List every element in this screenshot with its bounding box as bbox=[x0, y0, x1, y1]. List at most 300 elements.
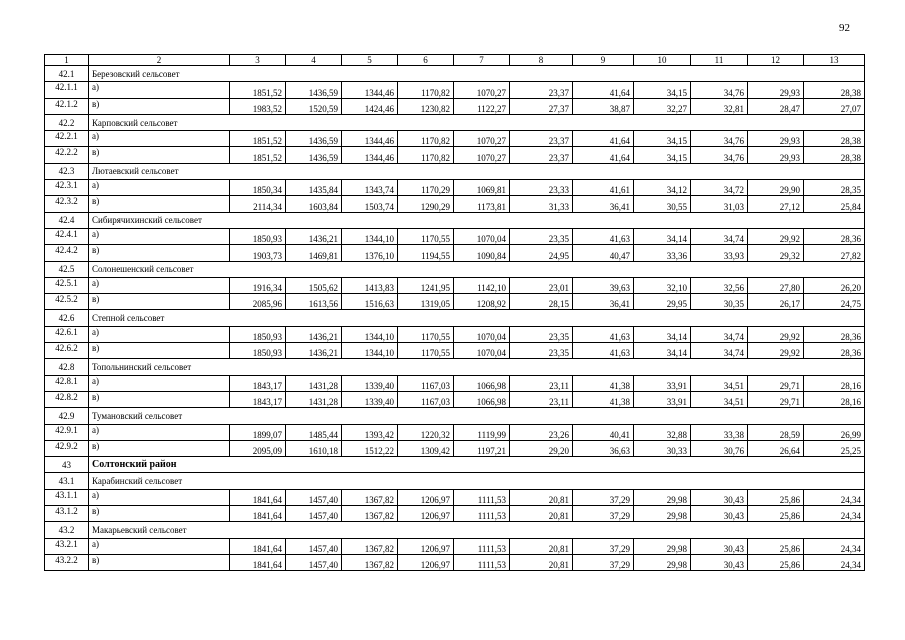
row-code: 42.1 bbox=[45, 66, 89, 82]
value-cell: 1436,21 bbox=[286, 343, 342, 359]
value-cell: 34,51 bbox=[691, 391, 748, 407]
value-cell: 28,16 bbox=[804, 375, 865, 391]
row-code: 42.8 bbox=[45, 359, 89, 375]
value-cell: 25,86 bbox=[748, 554, 804, 570]
page-number: 92 bbox=[839, 22, 850, 34]
value-cell: 26,64 bbox=[748, 440, 804, 456]
value-cell: 41,63 bbox=[573, 326, 634, 342]
value-cell: 1170,82 bbox=[398, 82, 454, 98]
value-cell: 1070,04 bbox=[454, 343, 510, 359]
value-cell: 1367,82 bbox=[342, 554, 398, 570]
value-cell: 1841,64 bbox=[230, 506, 286, 522]
table-row bbox=[45, 440, 865, 456]
value-cell: 23,11 bbox=[510, 391, 573, 407]
row-label: а) bbox=[89, 326, 230, 342]
row-code: 42.5.1 bbox=[45, 277, 89, 293]
table-row bbox=[45, 180, 865, 196]
value-cell: 1142,10 bbox=[454, 277, 510, 293]
column-number-header: 2 bbox=[89, 55, 230, 66]
column-number-header: 5 bbox=[342, 55, 398, 66]
value-cell: 41,63 bbox=[573, 228, 634, 244]
row-code: 43 bbox=[45, 457, 89, 473]
value-cell: 1206,97 bbox=[398, 489, 454, 505]
value-cell: 28,35 bbox=[804, 180, 865, 196]
value-cell: 28,59 bbox=[748, 424, 804, 440]
row-label: в) bbox=[89, 506, 230, 522]
value-cell: 1367,82 bbox=[342, 538, 398, 554]
value-cell: 25,86 bbox=[748, 489, 804, 505]
value-cell: 29,93 bbox=[748, 131, 804, 147]
value-cell: 1850,93 bbox=[230, 228, 286, 244]
value-cell: 34,15 bbox=[634, 131, 691, 147]
row-code: 42.4 bbox=[45, 212, 89, 228]
value-cell: 1851,52 bbox=[230, 82, 286, 98]
value-cell: 23,35 bbox=[510, 228, 573, 244]
value-cell: 1090,84 bbox=[454, 245, 510, 261]
section-row bbox=[45, 408, 865, 424]
row-label: в) bbox=[89, 196, 230, 212]
value-cell: 23,37 bbox=[510, 147, 573, 163]
row-label: а) bbox=[89, 131, 230, 147]
row-code: 42.9.2 bbox=[45, 440, 89, 456]
row-code: 42.3.1 bbox=[45, 180, 89, 196]
row-code: 42.4.2 bbox=[45, 245, 89, 261]
value-cell: 40,41 bbox=[573, 424, 634, 440]
value-cell: 23,33 bbox=[510, 180, 573, 196]
table-row bbox=[45, 196, 865, 212]
value-cell: 30,43 bbox=[691, 489, 748, 505]
value-cell: 1983,52 bbox=[230, 98, 286, 114]
value-cell: 1069,81 bbox=[454, 180, 510, 196]
value-cell: 1339,40 bbox=[342, 391, 398, 407]
row-code: 43.2.1 bbox=[45, 538, 89, 554]
value-cell: 25,86 bbox=[748, 538, 804, 554]
row-code: 42.1.1 bbox=[45, 82, 89, 98]
value-cell: 2095,09 bbox=[230, 440, 286, 456]
value-cell: 1344,46 bbox=[342, 82, 398, 98]
value-cell: 23,37 bbox=[510, 82, 573, 98]
row-label: а) bbox=[89, 180, 230, 196]
table-row bbox=[45, 147, 865, 163]
value-cell: 29,92 bbox=[748, 343, 804, 359]
value-cell: 1436,59 bbox=[286, 131, 342, 147]
value-cell: 33,91 bbox=[634, 375, 691, 391]
row-code: 42.5 bbox=[45, 261, 89, 277]
value-cell: 27,12 bbox=[748, 196, 804, 212]
value-cell: 1208,92 bbox=[454, 294, 510, 310]
value-cell: 32,88 bbox=[634, 424, 691, 440]
row-code: 42.6.2 bbox=[45, 343, 89, 359]
value-cell: 2085,96 bbox=[230, 294, 286, 310]
value-cell: 1111,53 bbox=[454, 538, 510, 554]
value-cell: 1122,27 bbox=[454, 98, 510, 114]
value-cell: 1435,84 bbox=[286, 180, 342, 196]
value-cell: 34,74 bbox=[691, 343, 748, 359]
value-cell: 28,38 bbox=[804, 147, 865, 163]
value-cell: 1206,97 bbox=[398, 538, 454, 554]
value-cell: 2114,34 bbox=[230, 196, 286, 212]
value-cell: 1613,56 bbox=[286, 294, 342, 310]
value-cell: 1843,17 bbox=[230, 375, 286, 391]
row-code: 42.2.1 bbox=[45, 131, 89, 147]
value-cell: 38,87 bbox=[573, 98, 634, 114]
value-cell: 31,33 bbox=[510, 196, 573, 212]
value-cell: 41,38 bbox=[573, 375, 634, 391]
value-cell: 1344,46 bbox=[342, 147, 398, 163]
table-row bbox=[45, 506, 865, 522]
column-number-header: 13 bbox=[804, 55, 865, 66]
value-cell: 27,80 bbox=[748, 277, 804, 293]
row-code: 42.3 bbox=[45, 163, 89, 179]
value-cell: 28,38 bbox=[804, 82, 865, 98]
value-cell: 34,12 bbox=[634, 180, 691, 196]
value-cell: 1424,46 bbox=[342, 98, 398, 114]
row-code: 42.3.2 bbox=[45, 196, 89, 212]
value-cell: 41,38 bbox=[573, 391, 634, 407]
row-label: а) bbox=[89, 538, 230, 554]
value-cell: 37,29 bbox=[573, 538, 634, 554]
column-number-header: 11 bbox=[691, 55, 748, 66]
value-cell: 29,98 bbox=[634, 554, 691, 570]
value-cell: 1436,21 bbox=[286, 326, 342, 342]
value-cell: 1505,62 bbox=[286, 277, 342, 293]
section-row bbox=[45, 212, 865, 228]
value-cell: 29,90 bbox=[748, 180, 804, 196]
section-title: Степной сельсовет bbox=[89, 310, 865, 326]
value-cell: 36,63 bbox=[573, 440, 634, 456]
value-cell: 1070,04 bbox=[454, 326, 510, 342]
column-number-row bbox=[45, 55, 865, 66]
value-cell: 27,82 bbox=[804, 245, 865, 261]
row-code: 42.5.2 bbox=[45, 294, 89, 310]
value-cell: 30,43 bbox=[691, 538, 748, 554]
value-cell: 34,14 bbox=[634, 228, 691, 244]
value-cell: 39,63 bbox=[573, 277, 634, 293]
value-cell: 1376,10 bbox=[342, 245, 398, 261]
value-cell: 1436,59 bbox=[286, 147, 342, 163]
row-label: а) bbox=[89, 277, 230, 293]
value-cell: 1170,55 bbox=[398, 326, 454, 342]
value-cell: 34,74 bbox=[691, 326, 748, 342]
section-title: Березовский сельсовет bbox=[89, 66, 865, 82]
row-code: 42.1.2 bbox=[45, 98, 89, 114]
value-cell: 1066,98 bbox=[454, 375, 510, 391]
row-label: в) bbox=[89, 147, 230, 163]
row-label: в) bbox=[89, 343, 230, 359]
value-cell: 1170,29 bbox=[398, 180, 454, 196]
column-number-header: 1 bbox=[45, 55, 89, 66]
value-cell: 37,29 bbox=[573, 506, 634, 522]
value-cell: 41,64 bbox=[573, 147, 634, 163]
section-row bbox=[45, 66, 865, 82]
value-cell: 1457,40 bbox=[286, 554, 342, 570]
section-row bbox=[45, 261, 865, 277]
value-cell: 30,33 bbox=[634, 440, 691, 456]
row-code: 42.6 bbox=[45, 310, 89, 326]
value-cell: 1241,95 bbox=[398, 277, 454, 293]
value-cell: 28,15 bbox=[510, 294, 573, 310]
value-cell: 1485,44 bbox=[286, 424, 342, 440]
value-cell: 33,36 bbox=[634, 245, 691, 261]
row-code: 43.1.1 bbox=[45, 489, 89, 505]
section-row bbox=[45, 359, 865, 375]
row-code: 43.1 bbox=[45, 473, 89, 489]
value-cell: 25,84 bbox=[804, 196, 865, 212]
value-cell: 1111,53 bbox=[454, 554, 510, 570]
value-cell: 1610,18 bbox=[286, 440, 342, 456]
value-cell: 36,41 bbox=[573, 196, 634, 212]
value-cell: 1841,64 bbox=[230, 554, 286, 570]
value-cell: 31,03 bbox=[691, 196, 748, 212]
row-label: в) bbox=[89, 98, 230, 114]
section-row bbox=[45, 114, 865, 130]
section-title: Топольнинский сельсовет bbox=[89, 359, 865, 375]
value-cell: 23,11 bbox=[510, 375, 573, 391]
table-row bbox=[45, 538, 865, 554]
value-cell: 1070,27 bbox=[454, 131, 510, 147]
table-row bbox=[45, 131, 865, 147]
value-cell: 24,34 bbox=[804, 489, 865, 505]
value-cell: 1457,40 bbox=[286, 489, 342, 505]
value-cell: 1070,27 bbox=[454, 147, 510, 163]
table-row bbox=[45, 343, 865, 359]
value-cell: 34,15 bbox=[634, 82, 691, 98]
value-cell: 1899,07 bbox=[230, 424, 286, 440]
value-cell: 28,47 bbox=[748, 98, 804, 114]
value-cell: 32,56 bbox=[691, 277, 748, 293]
value-cell: 34,72 bbox=[691, 180, 748, 196]
value-cell: 34,74 bbox=[691, 228, 748, 244]
value-cell: 1469,81 bbox=[286, 245, 342, 261]
section-title: Тумановский сельсовет bbox=[89, 408, 865, 424]
column-number-header: 10 bbox=[634, 55, 691, 66]
value-cell: 1367,82 bbox=[342, 489, 398, 505]
row-code: 42.8.2 bbox=[45, 391, 89, 407]
row-code: 43.1.2 bbox=[45, 506, 89, 522]
value-cell: 30,55 bbox=[634, 196, 691, 212]
section-title: Солонешенский сельсовет bbox=[89, 261, 865, 277]
value-cell: 1111,53 bbox=[454, 489, 510, 505]
value-cell: 1343,74 bbox=[342, 180, 398, 196]
value-cell: 29,93 bbox=[748, 82, 804, 98]
value-cell: 1457,40 bbox=[286, 506, 342, 522]
value-cell: 1903,73 bbox=[230, 245, 286, 261]
value-cell: 1503,74 bbox=[342, 196, 398, 212]
row-label: а) bbox=[89, 82, 230, 98]
value-cell: 24,75 bbox=[804, 294, 865, 310]
value-cell: 1512,22 bbox=[342, 440, 398, 456]
value-cell: 28,36 bbox=[804, 228, 865, 244]
value-cell: 32,81 bbox=[691, 98, 748, 114]
value-cell: 1393,42 bbox=[342, 424, 398, 440]
value-cell: 29,93 bbox=[748, 147, 804, 163]
value-cell: 24,95 bbox=[510, 245, 573, 261]
value-cell: 1851,52 bbox=[230, 147, 286, 163]
column-number-header: 8 bbox=[510, 55, 573, 66]
row-code: 43.2.2 bbox=[45, 554, 89, 570]
value-cell: 1173,81 bbox=[454, 196, 510, 212]
section-row bbox=[45, 457, 865, 473]
section-title: Карповский сельсовет bbox=[89, 114, 865, 130]
column-number-header: 9 bbox=[573, 55, 634, 66]
table-row bbox=[45, 245, 865, 261]
value-cell: 23,35 bbox=[510, 326, 573, 342]
value-cell: 24,34 bbox=[804, 554, 865, 570]
value-cell: 33,93 bbox=[691, 245, 748, 261]
value-cell: 41,64 bbox=[573, 82, 634, 98]
value-cell: 1344,10 bbox=[342, 326, 398, 342]
row-code: 43.2 bbox=[45, 522, 89, 538]
value-cell: 1516,63 bbox=[342, 294, 398, 310]
value-cell: 1850,93 bbox=[230, 326, 286, 342]
value-cell: 1070,27 bbox=[454, 82, 510, 98]
value-cell: 1339,40 bbox=[342, 375, 398, 391]
value-cell: 29,98 bbox=[634, 489, 691, 505]
value-cell: 27,37 bbox=[510, 98, 573, 114]
section-row bbox=[45, 310, 865, 326]
value-cell: 1431,28 bbox=[286, 391, 342, 407]
value-cell: 28,36 bbox=[804, 343, 865, 359]
value-cell: 26,99 bbox=[804, 424, 865, 440]
row-code: 42.4.1 bbox=[45, 228, 89, 244]
value-cell: 30,76 bbox=[691, 440, 748, 456]
value-cell: 27,07 bbox=[804, 98, 865, 114]
value-cell: 29,98 bbox=[634, 506, 691, 522]
value-cell: 34,76 bbox=[691, 131, 748, 147]
value-cell: 1436,59 bbox=[286, 82, 342, 98]
value-cell: 1344,10 bbox=[342, 343, 398, 359]
value-cell: 23,01 bbox=[510, 277, 573, 293]
value-cell: 23,37 bbox=[510, 131, 573, 147]
value-cell: 24,34 bbox=[804, 538, 865, 554]
value-cell: 29,92 bbox=[748, 228, 804, 244]
value-cell: 1436,21 bbox=[286, 228, 342, 244]
value-cell: 28,36 bbox=[804, 326, 865, 342]
value-cell: 25,25 bbox=[804, 440, 865, 456]
value-cell: 1290,29 bbox=[398, 196, 454, 212]
section-title: Лютаевский сельсовет bbox=[89, 163, 865, 179]
value-cell: 30,43 bbox=[691, 506, 748, 522]
row-code: 42.2 bbox=[45, 114, 89, 130]
value-cell: 41,61 bbox=[573, 180, 634, 196]
section-row bbox=[45, 163, 865, 179]
value-cell: 23,35 bbox=[510, 343, 573, 359]
value-cell: 41,64 bbox=[573, 131, 634, 147]
row-label: в) bbox=[89, 391, 230, 407]
section-title: Карабинский сельсовет bbox=[89, 473, 865, 489]
value-cell: 32,10 bbox=[634, 277, 691, 293]
value-cell: 1344,46 bbox=[342, 131, 398, 147]
row-code: 42.6.1 bbox=[45, 326, 89, 342]
value-cell: 34,14 bbox=[634, 343, 691, 359]
row-label: а) bbox=[89, 228, 230, 244]
value-cell: 40,47 bbox=[573, 245, 634, 261]
table-body bbox=[45, 66, 865, 571]
section-title: Сибирячихинский сельсовет bbox=[89, 212, 865, 228]
value-cell: 1206,97 bbox=[398, 554, 454, 570]
value-cell: 34,14 bbox=[634, 326, 691, 342]
value-cell: 1170,55 bbox=[398, 228, 454, 244]
value-cell: 1197,21 bbox=[454, 440, 510, 456]
column-number-header: 7 bbox=[454, 55, 510, 66]
value-cell: 1431,28 bbox=[286, 375, 342, 391]
table-row bbox=[45, 98, 865, 114]
value-cell: 1111,53 bbox=[454, 506, 510, 522]
section-row bbox=[45, 522, 865, 538]
value-cell: 1603,84 bbox=[286, 196, 342, 212]
table-row bbox=[45, 228, 865, 244]
value-cell: 1167,03 bbox=[398, 375, 454, 391]
value-cell: 29,92 bbox=[748, 326, 804, 342]
row-label: в) bbox=[89, 294, 230, 310]
table-row bbox=[45, 294, 865, 310]
value-cell: 1170,82 bbox=[398, 131, 454, 147]
row-label: в) bbox=[89, 440, 230, 456]
value-cell: 1170,55 bbox=[398, 343, 454, 359]
value-cell: 1220,32 bbox=[398, 424, 454, 440]
row-code: 42.9.1 bbox=[45, 424, 89, 440]
section-title: Макарьевский сельсовет bbox=[89, 522, 865, 538]
value-cell: 1319,05 bbox=[398, 294, 454, 310]
value-cell: 1167,03 bbox=[398, 391, 454, 407]
value-cell: 1206,97 bbox=[398, 506, 454, 522]
value-cell: 1170,82 bbox=[398, 147, 454, 163]
table-row bbox=[45, 489, 865, 505]
table-row bbox=[45, 277, 865, 293]
value-cell: 29,95 bbox=[634, 294, 691, 310]
value-cell: 25,86 bbox=[748, 506, 804, 522]
value-cell: 28,38 bbox=[804, 131, 865, 147]
row-label: в) bbox=[89, 245, 230, 261]
value-cell: 37,29 bbox=[573, 554, 634, 570]
value-cell: 33,38 bbox=[691, 424, 748, 440]
value-cell: 34,76 bbox=[691, 147, 748, 163]
row-label: а) bbox=[89, 489, 230, 505]
tariff-table bbox=[44, 54, 865, 571]
value-cell: 1344,10 bbox=[342, 228, 398, 244]
value-cell: 1194,55 bbox=[398, 245, 454, 261]
table-row bbox=[45, 82, 865, 98]
value-cell: 20,81 bbox=[510, 506, 573, 522]
value-cell: 29,71 bbox=[748, 375, 804, 391]
value-cell: 28,16 bbox=[804, 391, 865, 407]
value-cell: 29,98 bbox=[634, 538, 691, 554]
value-cell: 1520,59 bbox=[286, 98, 342, 114]
value-cell: 20,81 bbox=[510, 554, 573, 570]
column-number-header: 12 bbox=[748, 55, 804, 66]
value-cell: 20,81 bbox=[510, 538, 573, 554]
value-cell: 26,20 bbox=[804, 277, 865, 293]
value-cell: 1841,64 bbox=[230, 538, 286, 554]
value-cell: 24,34 bbox=[804, 506, 865, 522]
value-cell: 34,15 bbox=[634, 147, 691, 163]
value-cell: 1850,93 bbox=[230, 343, 286, 359]
value-cell: 1367,82 bbox=[342, 506, 398, 522]
value-cell: 1070,04 bbox=[454, 228, 510, 244]
row-code: 42.8.1 bbox=[45, 375, 89, 391]
value-cell: 1850,34 bbox=[230, 180, 286, 196]
row-label: а) bbox=[89, 424, 230, 440]
section-title: Солтонский район bbox=[89, 457, 865, 473]
value-cell: 30,35 bbox=[691, 294, 748, 310]
value-cell: 29,71 bbox=[748, 391, 804, 407]
value-cell: 20,81 bbox=[510, 489, 573, 505]
value-cell: 23,26 bbox=[510, 424, 573, 440]
value-cell: 1230,82 bbox=[398, 98, 454, 114]
table-row bbox=[45, 326, 865, 342]
table-row bbox=[45, 554, 865, 570]
value-cell: 1851,52 bbox=[230, 131, 286, 147]
